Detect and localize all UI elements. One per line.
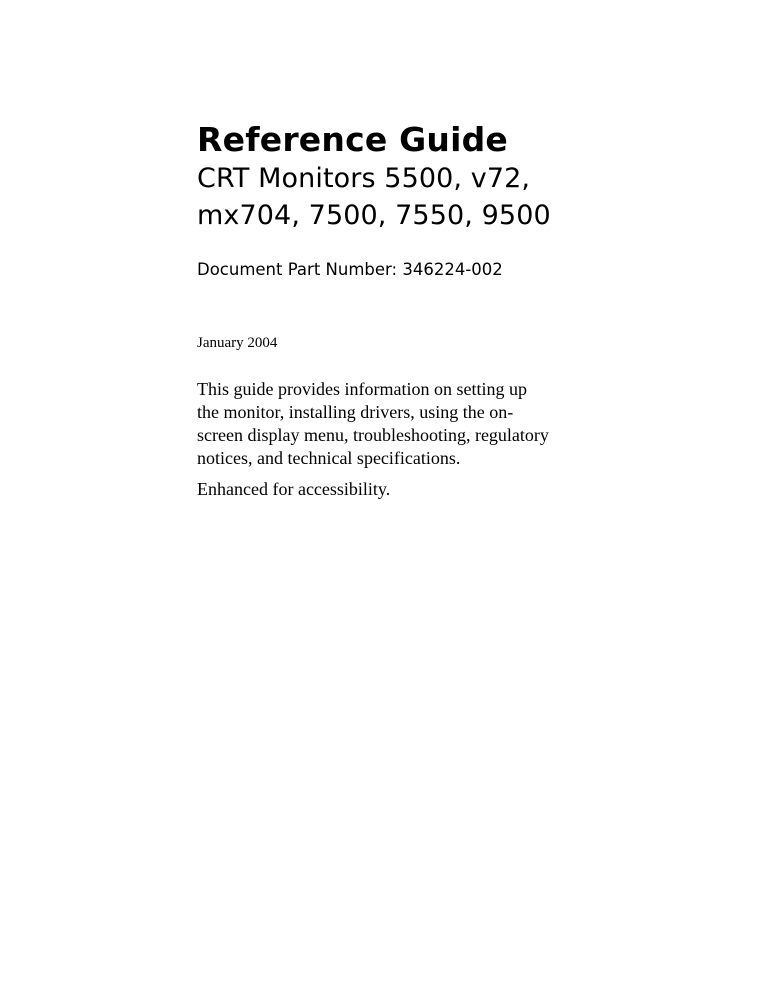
document-part-number: Document Part Number: 346224-002 [197, 260, 503, 279]
document-subtitle [197, 160, 657, 234]
document-title: Reference Guide [197, 120, 509, 159]
subtitle-line-1: CRT Monitors 5500, v72, [197, 163, 531, 194]
publication-date: January 2004 [197, 335, 278, 351]
title-page-content [197, 120, 657, 501]
description-line-1: This guide provides information on setting up [197, 379, 527, 399]
description-line-2: the monitor, installing drivers, using the on- [197, 402, 514, 422]
guide-description [197, 378, 637, 470]
subtitle-line-2: mx704, 7500, 7550, 9500 [197, 200, 551, 231]
description-line-3: screen display menu, troubleshooting, regulatory [197, 425, 549, 445]
accessibility-note: Enhanced for accessibility. [197, 479, 391, 499]
description-line-4: notices, and technical specifications. [197, 448, 461, 468]
